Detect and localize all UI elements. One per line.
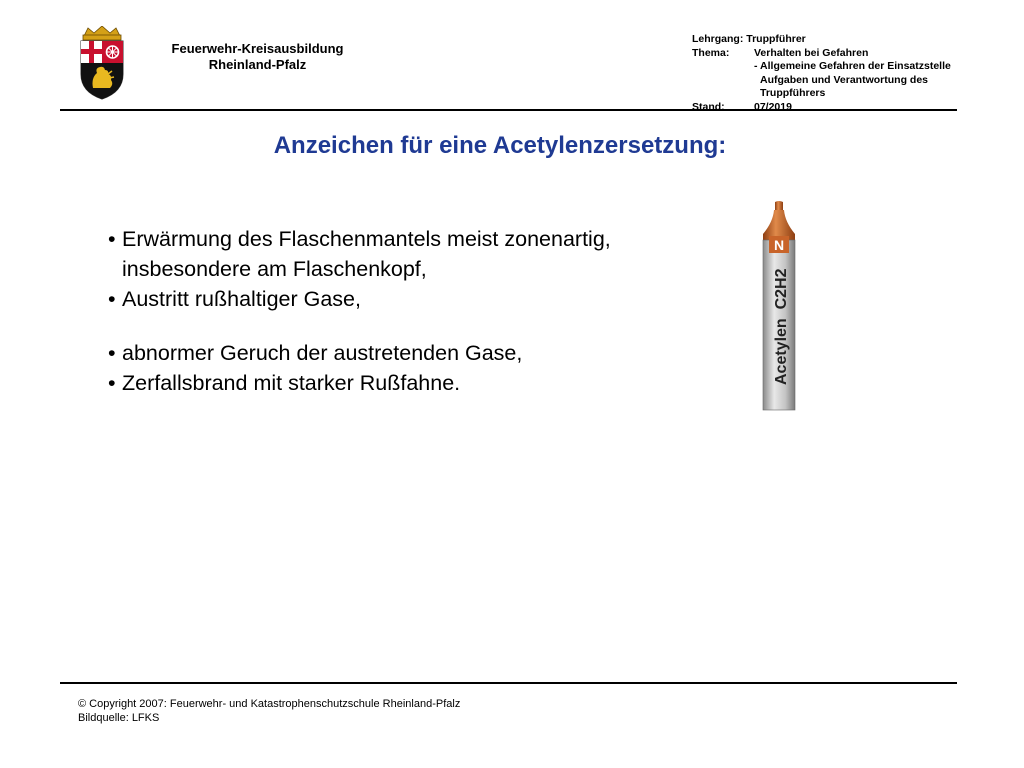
bullet-text: abnormer Geruch der austretenden Gase, xyxy=(122,341,523,365)
footer-divider xyxy=(60,682,957,684)
cylinder-mark: N xyxy=(773,237,785,253)
meta-stand-value: 07/2019 xyxy=(754,100,792,113)
meta-thema-sub-1: - Allgemeine Gefahren der Einsatzstelle xyxy=(754,60,951,72)
bullet-item xyxy=(108,368,728,398)
meta-lehrgang: Lehrgang: Truppführer xyxy=(692,33,806,45)
bullet-list xyxy=(108,224,728,398)
bullet-dot: • xyxy=(108,371,116,395)
meta-stand-key: Stand: xyxy=(692,100,725,113)
bullet-dot: • xyxy=(108,227,116,251)
copyright-text: © Copyright 2007: Feuerwehr- und Katastrophenschutzschule Rheinland-Pfalz xyxy=(78,698,461,710)
meta-thema-key: Thema: xyxy=(692,46,730,59)
organization-name xyxy=(140,41,375,73)
meta-stand-row xyxy=(692,101,992,115)
org-line-2: Rheinland-Pfalz xyxy=(208,57,307,72)
bullet-line: insbesondere am Flaschenkopf, xyxy=(122,257,427,281)
image-source-text: Bildquelle: LFKS xyxy=(78,712,160,724)
meta-thema-row xyxy=(692,47,992,61)
slide-title: Anzeichen für eine Acetylenzersetzung: xyxy=(273,132,727,159)
acetylene-cylinder-image xyxy=(758,200,800,412)
footer xyxy=(78,697,460,725)
header-divider xyxy=(60,109,957,111)
meta-thema-sub-3: Truppführers xyxy=(760,87,826,99)
bullet-text xyxy=(122,224,728,284)
course-meta xyxy=(692,33,992,114)
bullet-line: Erwärmung des Flaschenmantels meist zonenartig, xyxy=(122,227,611,251)
bullet-item xyxy=(108,224,728,284)
org-line-1: Feuerwehr-Kreisausbildung xyxy=(171,41,344,56)
meta-thema-sub-2: Aufgaben und Verantwortung des xyxy=(760,73,929,86)
bullet-text: Austritt rußhaltiger Gase, xyxy=(122,287,361,311)
bullet-item xyxy=(108,338,728,368)
bullet-text: Zerfallsbrand mit starker Rußfahne. xyxy=(122,371,461,395)
bullet-item xyxy=(108,284,728,314)
coat-of-arms-logo xyxy=(78,26,126,100)
bullet-dot: • xyxy=(108,287,116,311)
bullet-dot: • xyxy=(108,341,116,365)
cylinder-label: Acetylen C2H2 xyxy=(773,268,790,385)
meta-thema-value: Verhalten bei Gefahren xyxy=(754,46,869,59)
cylinder-shoulder xyxy=(763,210,795,240)
